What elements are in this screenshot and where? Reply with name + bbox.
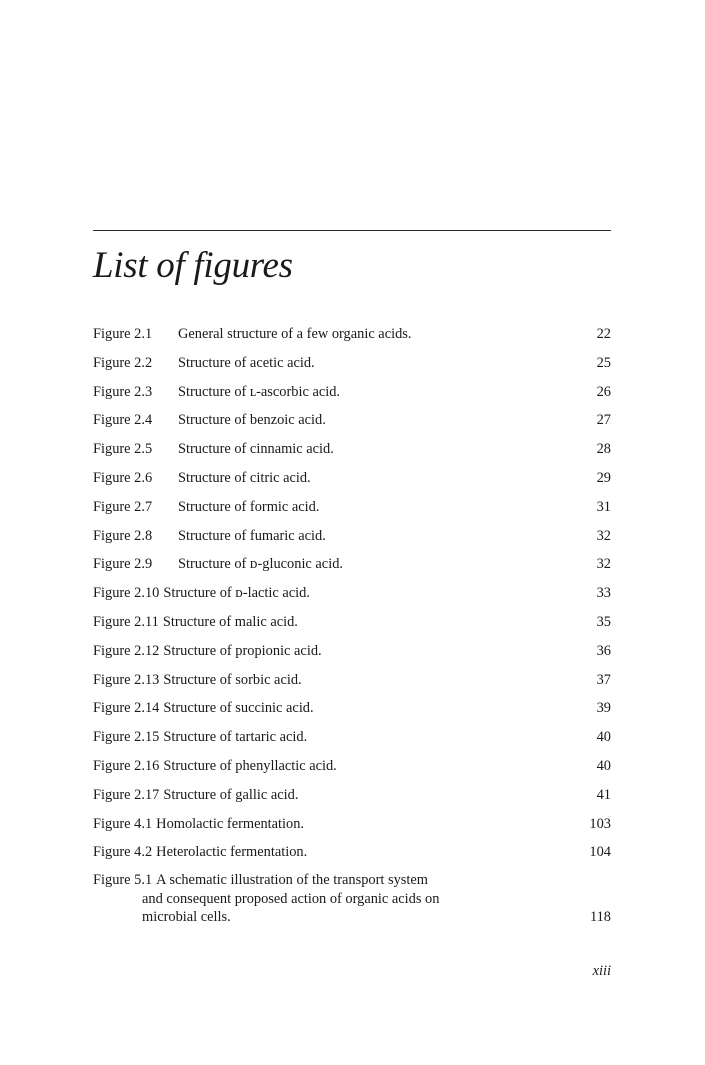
figure-number: Figure 2.13 (93, 671, 160, 688)
figure-number: Figure 4.1 (93, 815, 153, 832)
page-number: 32 (596, 556, 611, 573)
figure-number: Figure 2.15 (93, 729, 160, 746)
page-folio: xiii (592, 963, 611, 979)
list-item (93, 637, 611, 666)
page-number: 29 (596, 469, 611, 486)
list-item (93, 781, 611, 810)
page-number: 36 (596, 642, 611, 659)
figure-list (93, 320, 611, 927)
page-number: 26 (596, 383, 611, 400)
figure-number: Figure 2.9 (93, 556, 153, 573)
figure-number: Figure 2.3 (93, 383, 153, 400)
list-item (93, 435, 611, 464)
page-number: 33 (596, 585, 611, 602)
page-number: 40 (596, 729, 611, 746)
figure-caption: Structure of ᴅ-lactic acid. (163, 585, 310, 602)
figure-caption: General structure of a few organic acids. (178, 326, 412, 342)
list-item (93, 464, 611, 493)
list-item (93, 810, 611, 839)
list-item (93, 838, 611, 867)
list-item (93, 522, 611, 551)
page-number: 103 (589, 815, 611, 832)
page-title: List of figures (93, 245, 293, 286)
figure-caption: Structure of fumaric acid. (178, 527, 326, 544)
list-item (93, 406, 611, 435)
list-item (93, 349, 611, 378)
page-number: 41 (596, 786, 611, 803)
figure-number: Figure 2.17 (93, 786, 160, 803)
figure-caption: Heterolactic fermentation. (156, 844, 308, 861)
list-item (93, 871, 611, 927)
figure-number: Figure 4.2 (93, 844, 153, 861)
figure-caption: Structure of ᴅ-gluconic acid. (178, 556, 343, 573)
figure-caption: Structure of formic acid. (178, 498, 320, 515)
page-number: 31 (596, 498, 611, 515)
list-item (93, 666, 611, 695)
figure-number: Figure 2.8 (93, 527, 153, 544)
list-item (93, 723, 611, 752)
figure-number: Figure 2.1 (93, 326, 153, 342)
list-item (93, 579, 611, 608)
figure-caption: Structure of cinnamic acid. (178, 441, 334, 458)
figure-caption: Structure of propionic acid. (163, 642, 322, 659)
figure-caption: Structure of phenyllactic acid. (163, 757, 337, 774)
list-item (93, 378, 611, 407)
list-item (93, 752, 611, 781)
figure-number: Figure 2.2 (93, 354, 153, 371)
page-number: 35 (596, 613, 611, 630)
figure-caption: Structure of tartaric acid. (163, 729, 308, 746)
page-number: 118 (589, 909, 611, 926)
list-item (93, 608, 611, 637)
figure-caption: Structure of acetic acid. (178, 354, 315, 371)
figure-number: Figure 2.12 (93, 642, 160, 659)
page-number: 39 (596, 700, 611, 717)
figure-caption-line: and consequent proposed action of organic acids on (142, 890, 440, 907)
title-rule (93, 230, 611, 231)
list-item (93, 320, 611, 349)
figure-caption: Structure of sorbic acid. (163, 671, 302, 688)
figure-caption: Structure of malic acid. (162, 613, 298, 630)
figure-number: Figure 2.6 (93, 469, 153, 486)
figure-caption: Homolactic fermentation. (156, 815, 305, 832)
figure-number: Figure 5.1 (93, 872, 153, 889)
figure-number: Figure 2.14 (93, 700, 160, 717)
figure-caption: Structure of ʟ-ascorbic acid. (178, 383, 341, 400)
figure-caption-line: A schematic illustration of the transport system (156, 872, 428, 889)
figure-number: Figure 2.10 (93, 585, 160, 602)
figure-number: Figure 2.4 (93, 412, 153, 429)
figure-caption: Structure of succinic acid. (163, 700, 314, 717)
figure-caption: Structure of benzoic acid. (178, 412, 326, 429)
list-item (93, 550, 611, 579)
figure-caption-line: microbial cells. (142, 909, 231, 926)
page-number: 22 (596, 326, 611, 342)
page-number: 25 (596, 354, 611, 371)
figure-number: Figure 2.16 (93, 757, 160, 774)
page-number: 27 (596, 412, 611, 429)
list-item (93, 493, 611, 522)
figure-number: Figure 2.7 (93, 498, 153, 515)
page-number: 32 (596, 527, 611, 544)
page-number: 37 (596, 671, 611, 688)
page-number: 40 (596, 757, 611, 774)
figure-caption: Structure of gallic acid. (163, 786, 299, 803)
figure-caption: Structure of citric acid. (178, 469, 311, 486)
page-number: 28 (596, 441, 611, 458)
page-number: 104 (589, 844, 611, 861)
figure-number: Figure 2.5 (93, 441, 153, 458)
figure-number: Figure 2.11 (93, 613, 159, 630)
list-item (93, 694, 611, 723)
